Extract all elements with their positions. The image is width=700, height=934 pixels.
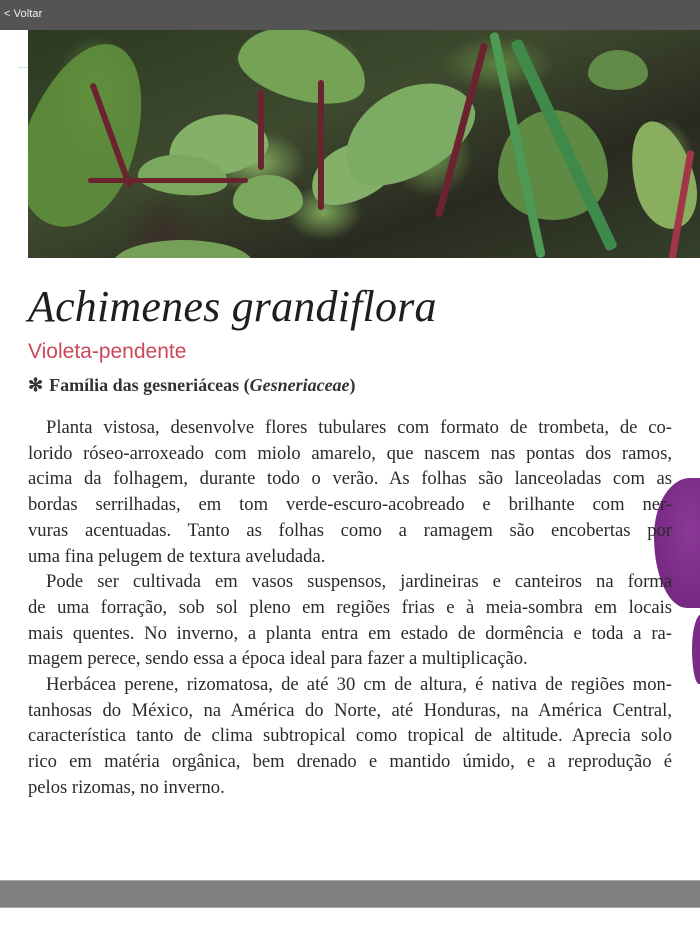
text-line: lorido róseo-arroxeado com miolo amarelo, que nascem nas pontas dos ramos,: [28, 442, 672, 464]
decorative-petal-lower: [692, 614, 700, 684]
family-close-paren: ): [349, 375, 356, 395]
text-line: Planta vistosa, desenvolve flores tubulares com formato de trombeta, de co-: [46, 417, 672, 438]
family-label: Família das gesneriáceas (: [49, 375, 250, 395]
text-line: magem perece, sendo essa a época ideal para fazer a multiplicação.: [28, 648, 528, 670]
text-line: mais quentes. No inverno, a planta entra em estado de dormência e toda a ra-: [28, 622, 672, 644]
asterisk-icon: ✻: [28, 375, 44, 395]
text-line: Pode ser cultivada em vasos suspensos, jardineiras e canteiros na forma: [46, 571, 672, 593]
family-line: [28, 372, 356, 398]
text-line: bordas serrilhadas, em tom verde-escuro-acobreado e brilhante com ner-: [28, 494, 672, 516]
paragraph-1: [28, 415, 672, 569]
back-button[interactable]: < Voltar: [4, 8, 43, 20]
paragraph-2: [28, 569, 672, 672]
top-navigation-bar: [0, 0, 700, 30]
text-line: de uma forração, sob sol pleno em regiões frias e à meia-sombra em locais: [28, 596, 672, 618]
species-title: Achimenes grandiflora: [28, 282, 437, 331]
text-line: acima da folhagem, durante todo o verão. As folhas são lanceoladas com as: [28, 468, 672, 490]
text-line: rico em matéria orgânica, bem drenado e mantido úmido, e a reprodução é: [28, 751, 672, 773]
text-line: vuras acentuadas. Tanto as folhas como a ramagem são encobertas por: [28, 519, 672, 541]
paragraph-3: [28, 672, 672, 801]
text-line: uma fina pelugem de textura aveludada.: [28, 545, 326, 567]
text-line: característica tanto de clima subtropical como tropical de altitude. Aprecia solo: [28, 725, 672, 747]
text-line: Herbácea perene, rizomatosa, de até 30 cm de altura, é nativa de regiões mon-: [46, 674, 672, 696]
family-latin-name: Gesneriaceae: [249, 375, 350, 395]
bottom-toolbar: [0, 880, 700, 908]
text-line: tanhosas do México, na América do Norte, até Honduras, na América Central,: [28, 699, 672, 721]
common-name: Violeta-pendente: [28, 340, 187, 363]
article-body: [28, 415, 672, 801]
plant-photo: [28, 30, 700, 258]
text-line: pelos rizomas, no inverno.: [28, 776, 225, 798]
